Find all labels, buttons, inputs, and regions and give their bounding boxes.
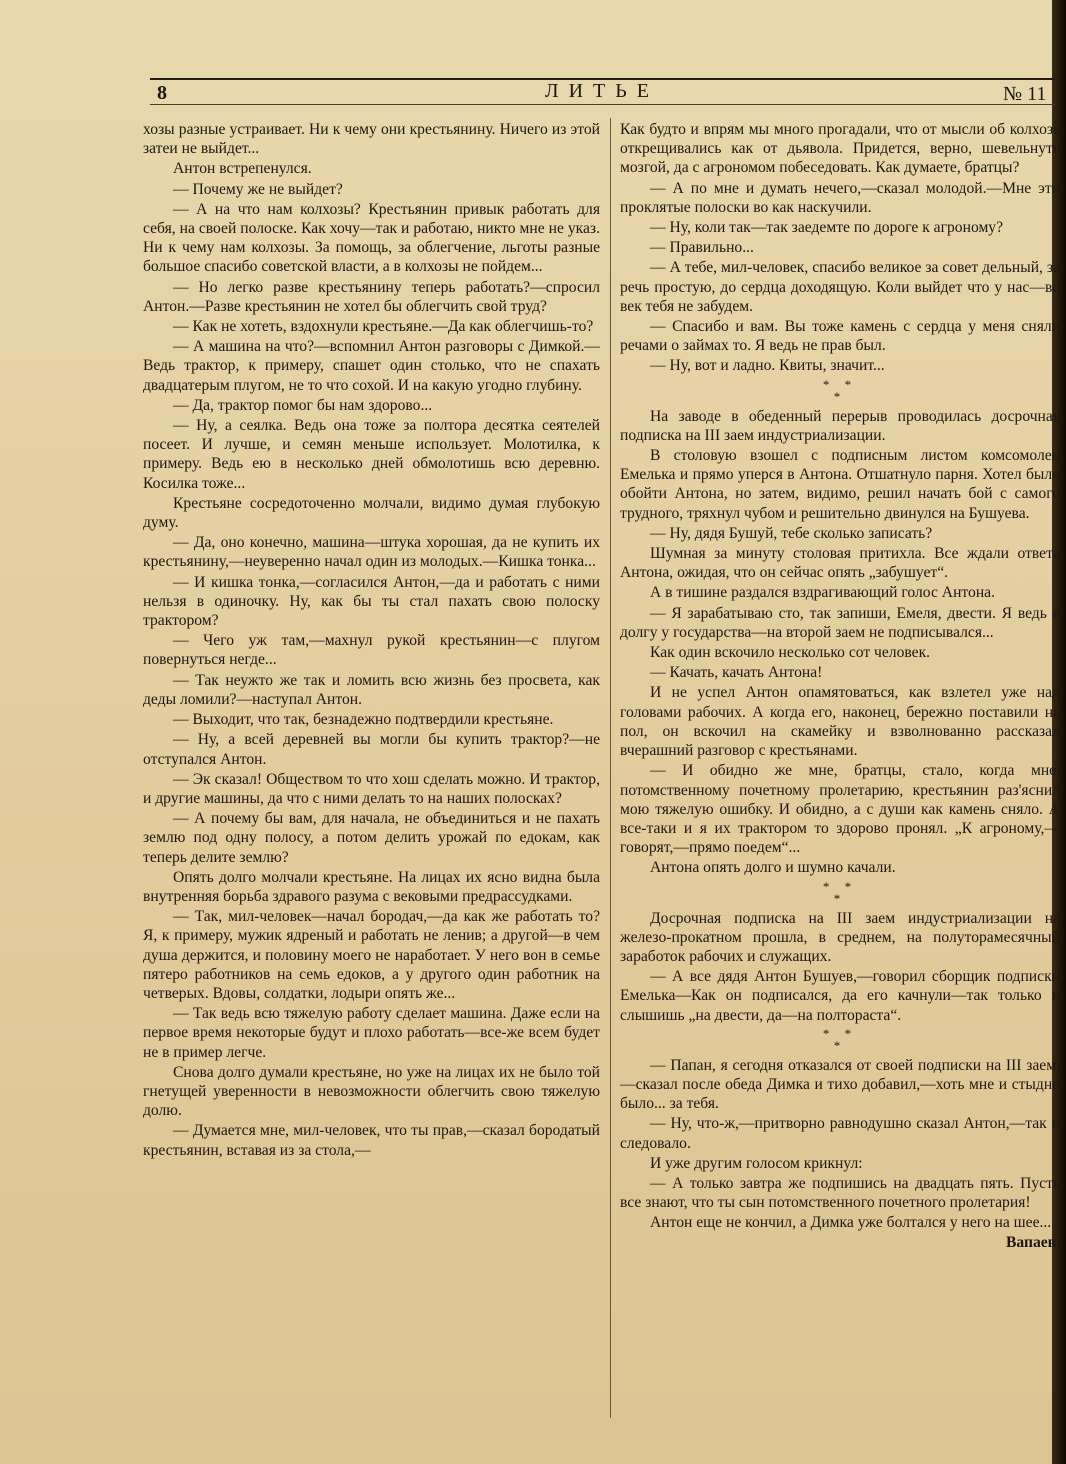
paragraph-text: Шумная за минуту столовая притихла. Все ждали ответа Антона, ожидая, что он сейчас опять „забушует“.	[620, 545, 1060, 582]
paragraph	[620, 909, 1060, 967]
masthead-title: ЛИТЬЕ	[545, 80, 659, 102]
paragraph	[143, 416, 600, 493]
paragraph-text: — И кишка тонка,—согласился Антон,—да и работать с ними нельзя в одиночку. Ну, как бы ты стал пахать свою полоску трактором?	[143, 573, 600, 630]
paragraph-text: Антона опять долго и шумно качали.	[650, 859, 896, 877]
paragraph	[620, 120, 1060, 178]
paragraph-text: Как один вскочило несколько сот человек.	[650, 644, 931, 662]
paragraph-text: — Да, оно конечно, машина—штука хорошая, да не купить их крестьянину,—неуверенно начал один из молодых.—Кишка тонка...	[143, 534, 600, 571]
paragraph	[143, 317, 600, 336]
paragraph-text: — Ну, а сеялка. Ведь она тоже за полтора десятка сеятелей посеет. И лучше, и семян меньше использует. Молотилка, к примеру. Ведь ею в несколько дней обмолотишь всю деревню. Косилка тоже...	[143, 417, 600, 492]
paragraph-text: Как будто и впрям мы много прогадали, что от мысли об колхозе открещивались как от дьявола. Придется, верно, шевельнуть мозгой, да с агрономом побеседовать. Как думаете, братцы?	[620, 121, 1060, 177]
paragraph	[143, 710, 600, 729]
paragraph	[143, 1121, 600, 1159]
page-number: 8	[157, 82, 167, 104]
paragraph-text: — Выходит, что так, безнадежно подтвердили крестьяне.	[173, 711, 554, 729]
paragraph-text: А в тишине раздался вздрагивающий голос Антона.	[650, 584, 995, 602]
paragraph	[143, 159, 600, 178]
paragraph-text: Крестьяне сосредоточенно молчали, видимо думая глубокую думу.	[143, 494, 600, 532]
paragraph	[620, 1174, 1060, 1212]
paragraph	[143, 180, 600, 199]
paragraph-text: И уже другим голосом крикнул:	[650, 1154, 863, 1172]
paragraph-text: — Так, мил-человек—начал бородач,—да как же работать то? Я, к примеру, мужик ядреный и работать не ленив; а другой—в чем душа держится, и половину моего не наработает. У него вон в семье пятеро работников на семь едоков, а у другого один работник на четверых. Вдовы, солдатки, лодыри опять же...	[143, 908, 600, 1002]
paragraph	[143, 120, 600, 158]
paragraph	[143, 573, 600, 631]
paragraph	[620, 218, 1060, 237]
paragraph	[620, 858, 1060, 877]
paragraph-text: — Ну, что-ж,—притворно равнодушно сказал Антон,—так и следовало.	[620, 1115, 1060, 1152]
section-separator: * * *	[822, 1025, 858, 1053]
paragraph-text: — Думается мне, мил-человек, что ты прав,—сказал бородатый крестьянин, вставая из за стола,—	[143, 1122, 600, 1159]
paragraph	[143, 868, 600, 906]
paragraph-text: Снова долго думали крестьяне, но уже на лицах их не было той гнетущей уверенности в невозможности облегчить свою тяжелую долю.	[143, 1063, 600, 1120]
paragraph-text: И не успел Антон опамятоваться, как взлетел уже над головами рабочих. А когда его, наконец, бережно поставили на пол, он вскочил на скамейку и взволнованно рассказал вчерашний разговор с крестьянами.	[620, 684, 1060, 760]
paragraph	[143, 337, 600, 395]
paragraph-text: — А почему бы вам, для начала, не объединиться и не пахать землю под одну полосу, а потом делить урожай по едокам, как теперь делите землю?	[143, 810, 600, 866]
paragraph-text: — А все дядя Антон Бушуев,—говорил сборщик подписки Емелька—Как он подписался, да его качнули—так только и слышишь „на двести, да—на полтораста“.	[620, 968, 1060, 1024]
paragraph	[620, 967, 1060, 1025]
left-column	[143, 120, 600, 1161]
paragraph	[143, 631, 600, 669]
paragraph-text: Опять долго молчали крестьяне. На лицах их ясно видна была внутренняя борьба здравого разума с вековыми предрассудками.	[143, 868, 600, 905]
paragraph-text: На заводе в обеденный перерыв проводилась досрочная подписка на III заем индустриализации.	[620, 407, 1060, 444]
paragraph-text: — Ну, вот и ладно. Квиты, значит...	[650, 357, 885, 375]
paragraph	[143, 1004, 600, 1062]
author-signature: Вапаев.	[1005, 1233, 1060, 1251]
paragraph-text: — А только завтра же подпишись на двадцать пять. Пусть все знают, что ты сын потомственного почетного пролетария!	[620, 1174, 1060, 1212]
paragraph	[143, 278, 600, 316]
paragraph	[620, 524, 1060, 543]
paragraph	[143, 494, 600, 532]
paragraph	[620, 317, 1060, 355]
paragraph	[620, 604, 1060, 642]
paragraph-text: — Правильно...	[650, 239, 754, 257]
paragraph-text: — А на что нам колхозы? Крестьянин привык работать для себя, на своей полоске. Как хочу—так и работаю, никто мне не указ. Ни к чему нам колхозы. За помощь, за облегчение, льготы разные большое спасибо советской власти, а в колхозы не пойдем...	[143, 200, 600, 276]
paragraph	[143, 396, 600, 415]
right-column	[620, 120, 1060, 1252]
paragraph-text: — Да, трактор помог бы нам здорово...	[173, 396, 433, 414]
paragraph	[620, 1114, 1060, 1152]
section-separator: * * *	[822, 878, 858, 906]
column-divider	[610, 118, 611, 1418]
paragraph-text: Антон еще не кончил, а Димка уже болтался у него на шее...	[650, 1214, 1052, 1232]
paragraph-text: — Так ведь всю тяжелую работу сделает машина. Даже если на первое время некоторые будут и плохо работать—все-же всем будет не в пример легче.	[143, 1005, 600, 1061]
paragraph-text: — И обидно же мне, братцы, стало, когда мне, потомственному почетному пролетарию, крестьянин раз'яснил мою тяжелую ошибку. И обидно, а с души как камень сняло. А все-таки и я их трактором то здорово пронял. „К агроному,—говорят,—прямо поедем“...	[620, 762, 1060, 857]
paragraph-text: — Как не хотеть, вздохнули крестьяне.—Да как облегчишь-то?	[173, 318, 594, 336]
paragraph-text: — Чего уж там,—махнул рукой крестьянин—с плугом повернуться негде...	[143, 632, 600, 669]
paragraph-text: Антон встрепенулся.	[173, 160, 312, 178]
paragraph	[620, 663, 1060, 682]
paragraph-text: — Спасибо и вам. Вы тоже камень с сердца у меня сняли речами о займах то. Я ведь не прав был.	[620, 318, 1060, 355]
paragraph	[620, 643, 1060, 662]
section-separator: * * *	[822, 376, 858, 404]
issue-number: № 11	[1003, 83, 1047, 105]
paragraph-text: — Эк сказал! Обществом то что хош сделать можно. И трактор, и другие машины, да что с ними делать то на наших полосках?	[143, 770, 600, 807]
paragraph	[143, 533, 600, 571]
paragraph	[620, 356, 1060, 375]
paragraph-text: — Почему же не выйдет?	[173, 180, 343, 198]
paragraph	[620, 258, 1060, 316]
paragraph-text: — Ну, дядя Бушуй, тебе сколько записать?	[650, 524, 933, 542]
paragraph-text: — Ну, коли так—так заедемте по дороге к агроному?	[650, 219, 1004, 237]
paragraph-text: — Я зарабатываю сто, так запиши, Емеля, двести. Я ведь в долгу у государства—на второй заем не подписывался...	[620, 604, 1060, 641]
paragraph-text: хозы разные устраивает. Ни к чему они крестьянину. Ничего из этой затеи не выйдет...	[143, 121, 600, 158]
paragraph	[620, 446, 1060, 523]
paragraph-text: — Так неужто же так и ломить всю жизнь без просвета, как деды ломили?—наступал Антон.	[143, 671, 600, 708]
paragraph	[143, 1063, 600, 1121]
paragraph	[620, 179, 1060, 217]
paragraph	[143, 770, 600, 808]
paragraph	[620, 544, 1060, 582]
paragraph	[143, 671, 600, 709]
paragraph	[143, 730, 600, 768]
paragraph	[620, 583, 1060, 602]
paragraph-text: — А по мне и думать нечего,—сказал молодой.—Мне эти проклятые полоски во как наскучили.	[620, 179, 1060, 216]
paragraph	[143, 907, 600, 1003]
paragraph-text: — Но легко разве крестьянину теперь работать?—спросил Антон.—Разве крестьянин не хотел бы облегчить свой труд?	[143, 278, 600, 315]
paragraph-text: — А тебе, мил-человек, спасибо великое за совет дельный, за речь простую, до сердца доходящую. Коли выйдет что у нас—во век тебя не забудем.	[620, 259, 1060, 315]
paragraph-text: — Папан, я сегодня отказался от своей подписки на III заем,—сказал после обеда Димка и тихо добавил,—хоть мне и стыдно было... за тебя.	[620, 1056, 1060, 1113]
paragraph	[620, 1213, 1060, 1251]
paragraph-text: — Ну, а всей деревней вы могли бы купить трактор?—не отступался Антон.	[143, 731, 600, 768]
paragraph	[620, 1056, 1060, 1114]
paragraph	[620, 1154, 1060, 1173]
paragraph	[620, 407, 1060, 445]
paragraph	[620, 761, 1060, 857]
paragraph	[143, 809, 600, 867]
header-rule-bottom	[150, 104, 1055, 105]
paragraph-text: В столовую взошел с подписным листом комсомолец Емелька и прямо уперся в Антона. Отшатнуло парня. Хотел было обойти Антона, но затем, видимо, решил начать бой с самого трудного, тряхнул чубом и решительно двинулся на Бушуева.	[620, 447, 1060, 522]
paragraph-text: — Качать, качать Антона!	[650, 664, 823, 682]
paragraph-text: Досрочная подписка на III заем индустриализации на железо-прокатном прошла, в среднем, на полуторамесячный заработок рабочих и служащих.	[620, 909, 1060, 965]
paragraph	[620, 238, 1060, 257]
paragraph	[620, 683, 1060, 760]
paragraph-text: — А машина на что?—вспомнил Антон разговоры с Димкой.—Ведь трактор, к примеру, спашет один столько, что не спахать двадцатерым плугом, не то что сохой. И на какую угодно глубину.	[143, 338, 600, 394]
paragraph	[143, 200, 600, 277]
